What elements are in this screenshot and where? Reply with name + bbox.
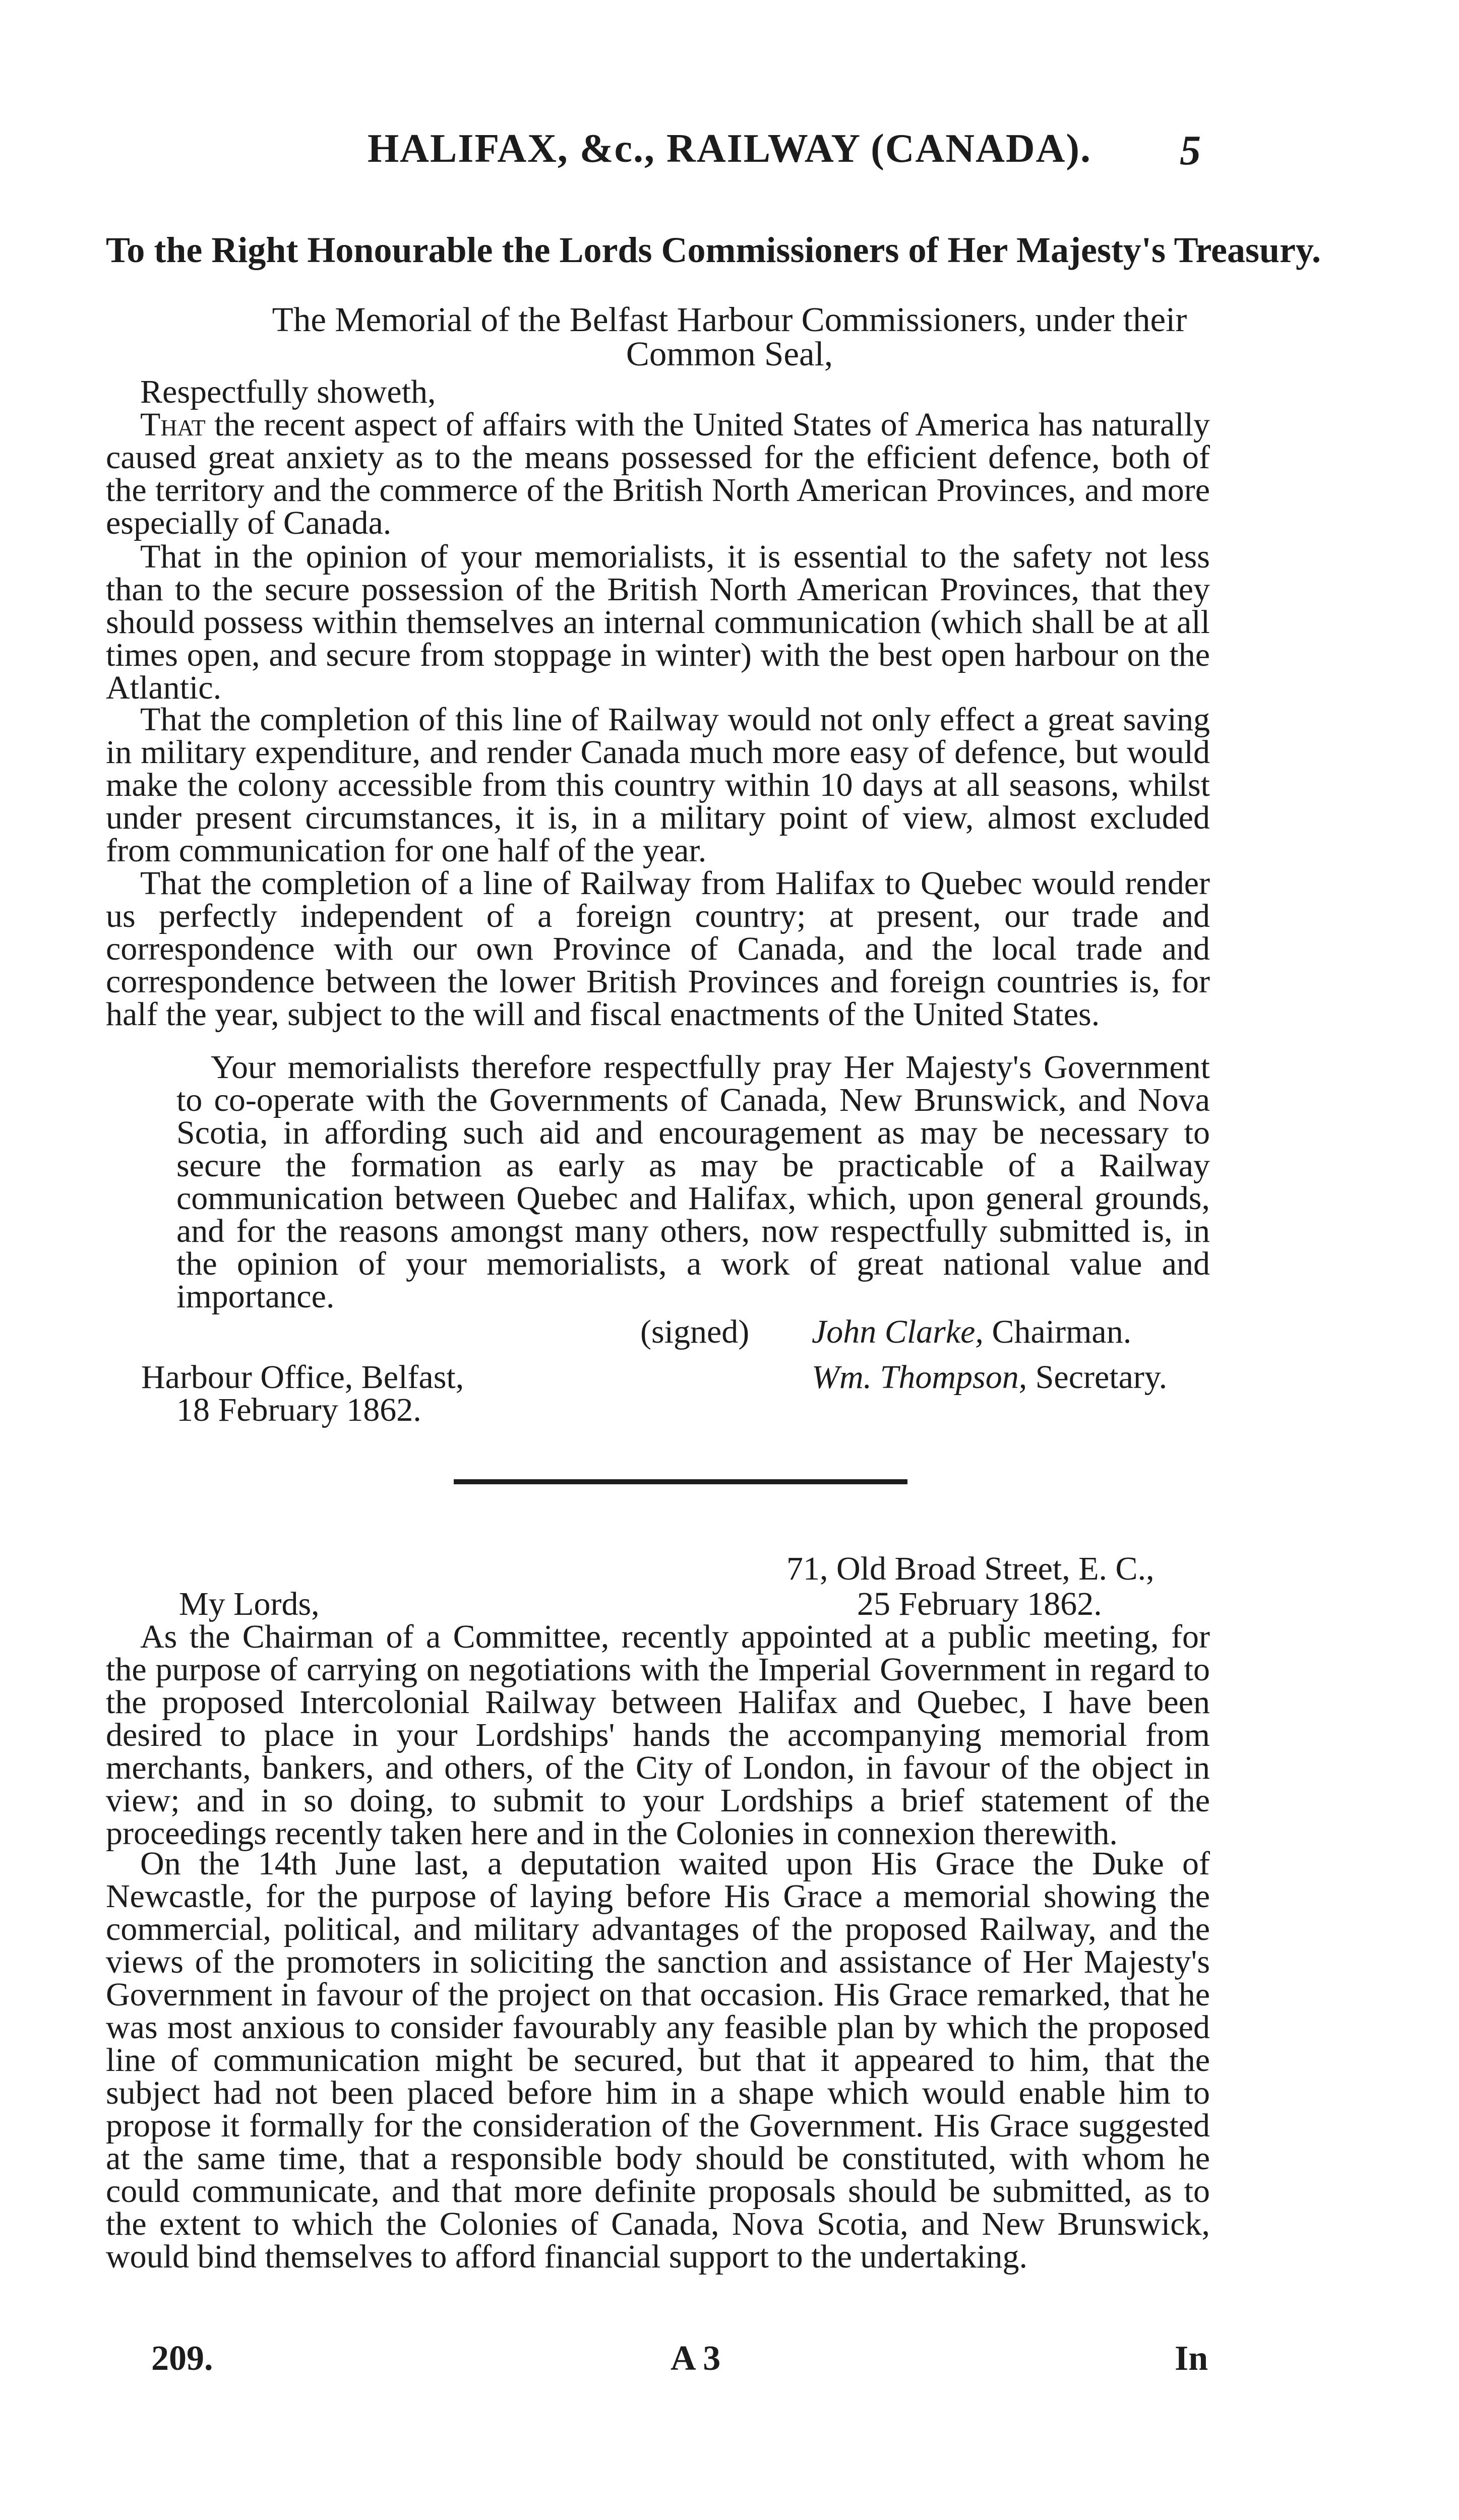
catchword: In (1175, 2339, 1208, 2378)
memorial-prayer: Your memorialists therefore respectfully pray Her Majesty's Government to co-operate with the Governments of Canada, New Brunswick, and Nova Scotia, in affording such aid and encouragement as may be necessary to secure the formation as early as may be practicable of a Railway communication between Quebec and Halifax, which, upon general grounds, and for the reasons amongst many others, now respectfully submitted is, in the opinion of your memorialists, a work of great national value and importance. (176, 1049, 1210, 1315)
memorial-paragraph-1-text: the recent aspect of affairs with the United States of America has naturally caused great anxiety as to the means possessed for the efficient defence, both of the territory and the commerce of the British North American Provinces, and more especially of Canada. (106, 406, 1210, 541)
memorial-salutation: Respectfully showeth, (140, 373, 436, 410)
page-number: 5 (1180, 127, 1201, 174)
memorial-title-line2: Common Seal, (626, 335, 833, 373)
memorial-paragraph-4: That the completion of a line of Railway from Halifax to Quebec would render us perfectly independent of a foreign country; at present, our trade and correspondence with our own Province of Canada, and the local trade and correspondence between the lower British Provinces and foreign countries is, for half the year, subject to the will and fiscal enactments of the United States. (106, 865, 1210, 1033)
document-number: 209. (151, 2339, 213, 2378)
memorial-paragraph-2: That in the opinion of your memorialists, it is essential to the safety not less than to the secure possession of the British North American Provinces, that they should possess within themselves an internal communication (which shall be at all times open, and secure from stoppage in winter) with the best open harbour on the Atlantic. (106, 538, 1210, 706)
memorial-place: Harbour Office, Belfast, (141, 1359, 464, 1396)
signature-mark: A 3 (671, 2339, 721, 2378)
memorial-lead-word: That (140, 406, 206, 443)
letter-paragraph-2: On the 14th June last, a deputation waited upon His Grace the Duke of Newcastle, for the purpose of laying before His Grace a memorial showing the commercial, political, and military advantages of the proposed Railway, and the views of the promoters in soliciting the sanction and assistance of Her Majesty's Government in favour of the project on that occasion. His Grace remarked, that he was most anxious to consider favourably any feasible plan by which the proposed line of communication might be secured, but that it appeared to him, that the subject had not been placed before him in a shape which would enable him to propose it formally for the consideration of the Government. His Grace suggested at the same time, that a responsible body should be constituted, with whom he could communicate, and that more definite proposals should be submitted, as to the extent to which the Colonies of Canada, Nova Scotia, and New Brunswick, would bind themselves to afford financial support to the undertaking. (106, 1845, 1210, 2275)
memorial-title-line1: The Memorial of the Belfast Harbour Commissioners, under their (272, 300, 1187, 339)
letter-address: 71, Old Broad Street, E. C., (786, 1550, 1154, 1587)
memorial-paragraph-3: That the completion of this line of Railway would not only effect a great saving in military expenditure, and render Canada much more easy of defence, but would make the colony accessible from this country within 10 days at all seasons, whilst under present circumstances, it is, in a military point of view, almost excluded from communication for one half of the year. (106, 701, 1210, 869)
memorial-paragraph-1 (106, 408, 1210, 539)
letter-salutation: My Lords, (179, 1586, 320, 1622)
running-title: HALIFAX, &c., RAILWAY (CANADA). (367, 127, 1092, 171)
letter-date: 25 February 1862. (857, 1586, 1102, 1622)
chairman-name: John Clarke, (812, 1313, 984, 1350)
secretary-signature (812, 1361, 1167, 1394)
section-divider (454, 1479, 907, 1484)
chairman-title: Chairman. (992, 1313, 1132, 1350)
secretary-title: Secretary. (1035, 1359, 1168, 1396)
secretary-name: Wm. Thompson, (812, 1359, 1027, 1396)
memorial-date: 18 February 1862. (176, 1392, 421, 1428)
signed-label: (signed) (640, 1313, 750, 1350)
letter-paragraph-1: As the Chairman of a Committee, recently appointed at a public meeting, for the purpose of carrying on negotiations with the Imperial Government in regard to the proposed Intercolonial Railway between Halifax and Quebec, I have been desired to place in your Lordships' hands the accompanying memorial from merchants, bankers, and others, of the City of London, in favour of the object in view; and in so doing, to submit to your Lordships a brief statement of the proceedings recently taken here and in the Colonies in connexion therewith. (106, 1618, 1210, 1852)
chairman-signature (812, 1315, 1131, 1349)
memorial-address: To the Right Honourable the Lords Commissioners of Her Majesty's Treasury. (106, 230, 1321, 270)
